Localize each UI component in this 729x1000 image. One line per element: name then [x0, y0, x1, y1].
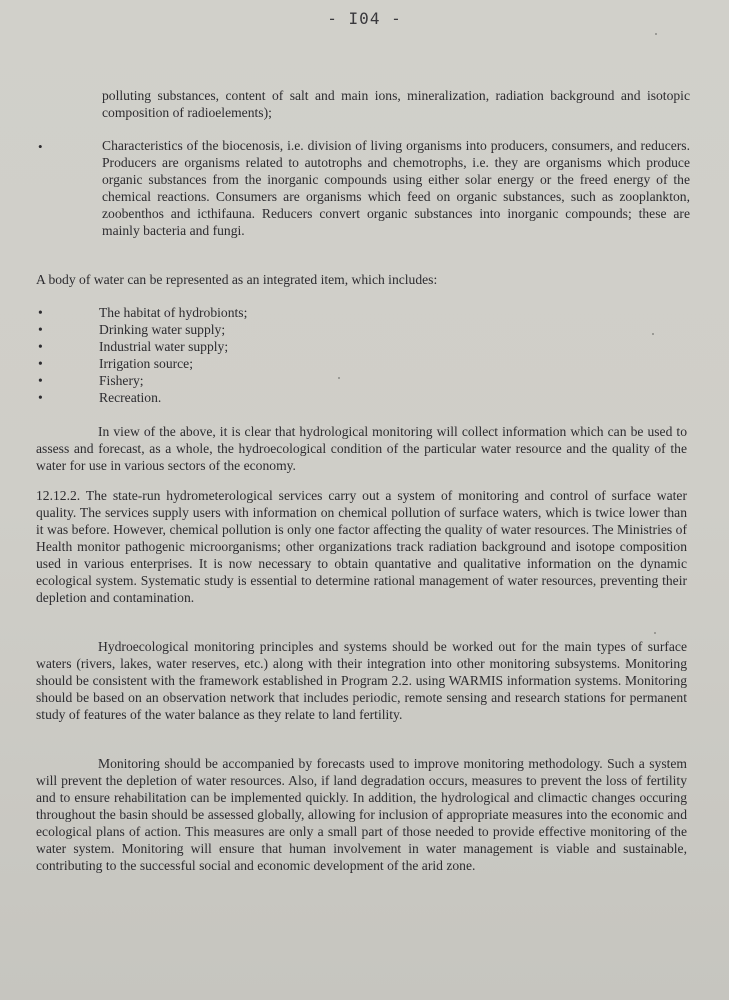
- paper-speck: [654, 632, 656, 634]
- list-item: [38, 304, 438, 321]
- bullet-marker: •: [38, 373, 43, 388]
- bullet-text: Characteristics of the biocenosis, i.e. division of living organisms into producers, consumers, and reducers. Producers are organisms related to autotrophs and chemotrophs, i.e. they are organisms which produce organic substances from the inorganic compounds using either solar energy or the freed energy of the chemical reactions. Consumers are organisms which feed on organic substances, such as zooplankton, zoobenthos and icthifauna. Reducers convert organic substances into inorganic compounds; these are mainly bacteria and fungi.: [102, 138, 690, 238]
- bullet-marker: •: [38, 322, 43, 337]
- list-item: [38, 372, 438, 389]
- bullet-marker: •: [38, 139, 43, 154]
- paragraph-continuation: [102, 87, 690, 121]
- intro-integrated-item: [36, 271, 687, 288]
- paragraph-text: polluting substances, content of salt and main ions, mineralization, radiation background and isotopic composition of radioelements);: [102, 88, 690, 120]
- paper-speck: [652, 333, 654, 335]
- page-number: - I04 -: [327, 9, 402, 28]
- water-uses-list: [38, 304, 438, 406]
- list-item: [38, 321, 438, 338]
- list-item-text: Recreation.: [99, 390, 162, 405]
- list-item: [38, 389, 438, 406]
- list-item-text: Irrigation source;: [99, 356, 193, 371]
- paper-speck: [338, 377, 340, 379]
- list-item-text: Fishery;: [99, 373, 144, 388]
- list-item-text: Industrial water supply;: [99, 339, 229, 354]
- bullet-biocenosis: [102, 137, 690, 239]
- bullet-marker: •: [38, 305, 43, 320]
- list-item: [38, 338, 438, 355]
- paragraph-text: Hydroecological monitoring principles and systems should be worked out for the main types of surface waters (rivers, lakes, water reserves, etc.) along with their integration into other monitoring subsystems. Monitoring should be consistent with the framework established in Program 2.2. using WARMIS information systems. Monitoring should be based on an observation network that includes periodic, remote sensing and research stations for permanent study of features of the water balance as they relate to land fertility.: [36, 639, 687, 722]
- bullet-marker: •: [38, 356, 43, 371]
- paragraph-text: A body of water can be represented as an integrated item, which includes:: [36, 272, 438, 287]
- paragraph-text: 12.12.2. The state-run hydrometerological services carry out a system of monitoring and control of surface water quality. The services supply users with information on chemical pollution of surface waters, which is twice lower than it was before. However, chemical pollution is only one factor affecting the quality of water resources. The Ministries of Health monitor pathogenic microorganisms; other organizations track radiation background and isotope composition used in various enterprises. It is now necessary to obtain quantative and qualitative information on the dynamic ecological system. Systematic study is essential to determine rational management of water resources, preventing their depletion and contamination.: [36, 488, 687, 605]
- bullet-marker: •: [38, 390, 43, 405]
- paragraph-principles: [36, 638, 687, 723]
- section-12-12-2: [36, 487, 687, 606]
- paper-speck: [655, 33, 657, 35]
- paragraph-forecasts: [36, 755, 687, 874]
- paragraph-text: Monitoring should be accompanied by forecasts used to improve monitoring methodology. Such a system will prevent the depletion of water resources. Also, if land degradation occurs, measures to prevent the loss of fertility and to ensure rehabilitation can be implemented quickly. In addition, the hydrological and climactic changes occuring throughout the basin should be assessed globally, allowing for inclusion of appropriate measures into the economic and ecological plans of action. This measures are only a small part of those needed to provide effective monitoring of the water system. Monitoring will ensure that human involvement in water management is viable and sustainable, contributing to the successful social and economic development of the arid zone.: [36, 756, 687, 873]
- list-item: [38, 355, 438, 372]
- paragraph-text: In view of the above, it is clear that hydrological monitoring will collect information which can be used to assess and forecast, as a whole, the hydroecological condition of the particular water resource and the quality of the water for use in various sectors of the economy.: [36, 424, 687, 473]
- bullet-marker: •: [38, 339, 43, 354]
- paragraph-in-view: [36, 423, 687, 474]
- list-item-text: The habitat of hydrobionts;: [99, 305, 248, 320]
- list-item-text: Drinking water supply;: [99, 322, 226, 337]
